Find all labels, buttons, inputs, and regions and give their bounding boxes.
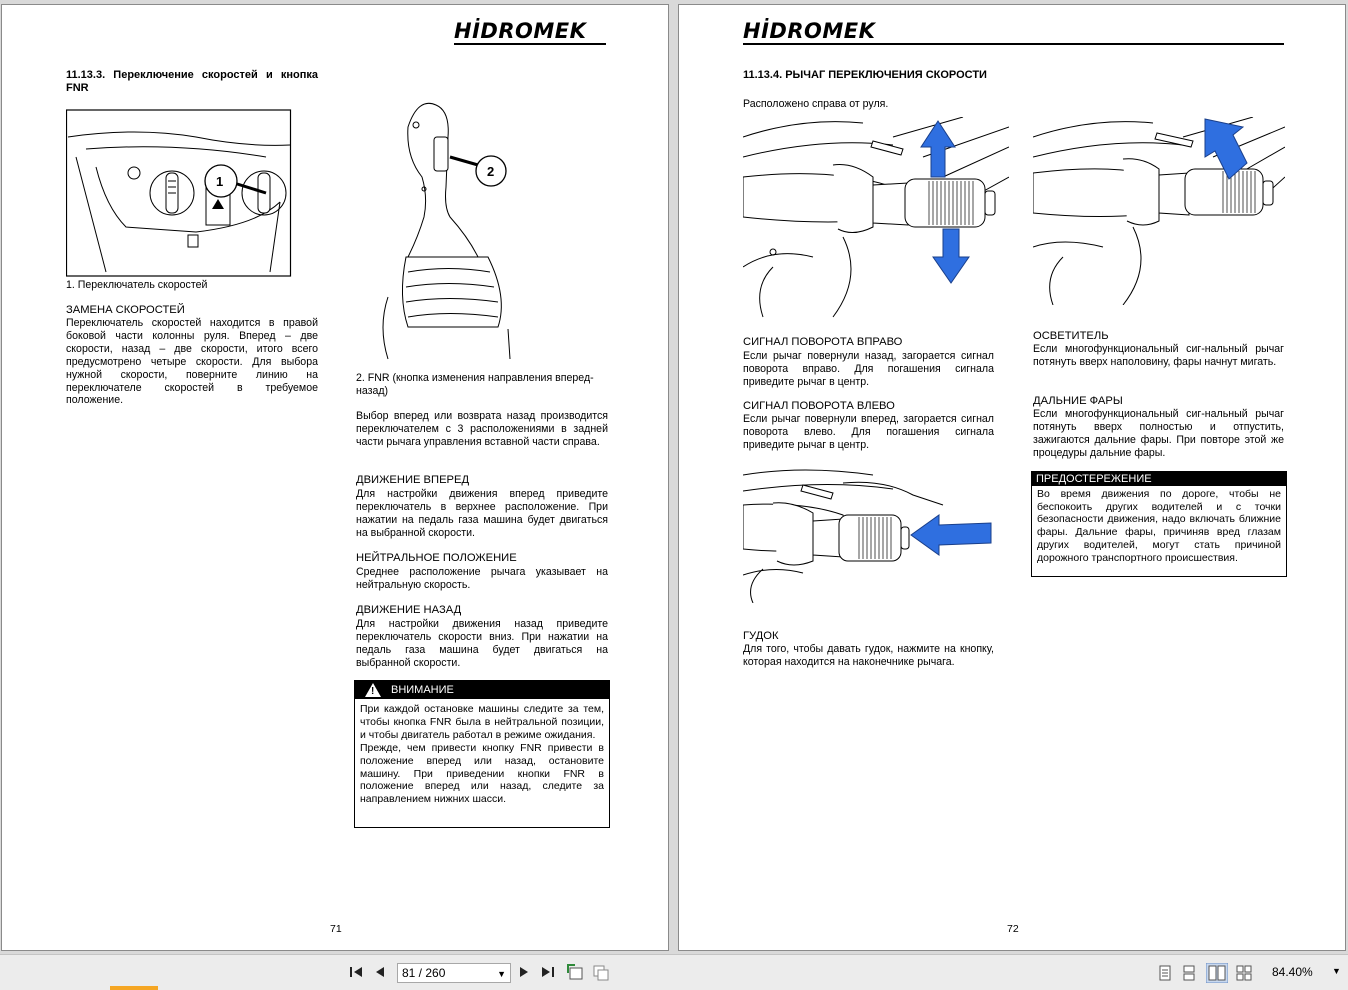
neutral-heading: НЕЙТРАЛЬНОЕ ПОЛОЖЕНИЕ (356, 552, 517, 564)
page-number: 71 (330, 923, 342, 935)
continuous-icon[interactable] (1182, 965, 1196, 981)
flasher-heading: ОСВЕТИТЕЛЬ (1033, 330, 1109, 342)
flasher-text: Если многофункциональный сиг-нальный рычаг потянуть вверх наполовину, фары начнут мигать. (1033, 343, 1284, 368)
reverse-text: Для настройки движения назад приведите переключатель скорости вниз. При нажатии на педаль газа машина будет двигаться на выбранной скорости. (356, 618, 608, 669)
warning-paragraph-2: Прежде, чем привести кнопку FNR привести в положение вперед или назад, остановите машину. При приведении кнопки FNR в положение вперед или назад, следите за направлением нижних шасси. (360, 741, 604, 806)
chevron-down-icon[interactable]: ▼ (497, 969, 506, 979)
warning-triangle-icon: ! (365, 683, 381, 697)
prev-page-icon[interactable] (374, 965, 386, 979)
turn-left-heading: СИГНАЛ ПОВОРОТА ВЛЕВО (743, 400, 895, 412)
horn-heading: ГУДОК (743, 630, 779, 642)
caution-title: ПРЕДОСТЕРЕЖЕНИЕ (1036, 472, 1152, 485)
first-page-icon[interactable] (349, 965, 363, 979)
horn-text: Для того, чтобы давать гудок, нажмите на кнопку, которая находится на наконечнике рычага. (743, 643, 994, 668)
next-page-icon[interactable] (518, 965, 530, 979)
single-page-icon[interactable] (1158, 965, 1172, 981)
arrow-down-icon (933, 229, 969, 283)
figure-2-caption: 2. FNR (кнопка изменения направления вперед-назад) (356, 372, 594, 397)
neutral-text: Среднее расположение рычага указывает на нейтральную скорость. (356, 566, 608, 591)
location-text: Расположено справа от руля. (743, 98, 889, 110)
arrow-up-icon (921, 121, 955, 177)
high-beam-heading: ДАЛЬНИЕ ФАРЫ (1033, 395, 1123, 407)
horn-figure (743, 465, 995, 603)
select-text: Выбор вперед или возврата назад производится переключателем с 3 расположениями в задней части рычага управления вставной части справа. (356, 410, 608, 448)
viewer-toolbar (0, 954, 1348, 990)
turn-left-text: Если рычаг повернули вперед, загорается сигнал поворота влево. Для погашения сигнала приведите рычаг в центр. (743, 413, 994, 451)
section-title: 11.13.4. РЫЧАГ ПЕРЕКЛЮЧЕНИЯ СКОРОСТИ (743, 69, 987, 81)
document-page-72 (678, 4, 1346, 951)
warning-header (355, 681, 609, 699)
forward-heading: ДВИЖЕНИЕ ВПЕРЕД (356, 474, 470, 486)
brand-logo: HİDROMEK (743, 19, 876, 43)
two-page-continuous-icon[interactable] (1236, 965, 1252, 981)
joystick-figure (378, 97, 518, 361)
lever-pull-figure (1033, 117, 1285, 305)
document-page-71 (1, 4, 669, 951)
reverse-heading: ДВИЖЕНИЕ НАЗАД (356, 604, 462, 616)
callout-2: 2 (487, 164, 495, 179)
speed-switch-figure (66, 107, 292, 277)
high-beam-text: Если многофункциональный сиг-нальный рычаг потянуть вверх полностью и отпустить, зажигаются дальние фары. При повторе этой же процедуры дальние фары. (1033, 408, 1284, 459)
arrow-left-icon (911, 515, 991, 555)
page-indicator: 81 / 260 (402, 966, 446, 980)
header-rule (454, 43, 606, 45)
fit-page-icon[interactable] (566, 963, 584, 981)
warning-body (355, 699, 609, 810)
turn-right-text: Если рычаг повернули назад, загорается сигнал поворота вправо. Для погашения сигнала приведите рычаг в центр. (743, 350, 994, 388)
zoom-level[interactable]: 84.40% (1272, 965, 1313, 979)
two-page-icon[interactable] (1206, 963, 1228, 983)
page-number: 72 (1007, 923, 1019, 935)
warning-box (354, 680, 610, 828)
section-title: 11.13.3. Переключение скоростей и кнопка FNR (66, 69, 318, 94)
brand-logo: HİDROMEK (454, 19, 587, 43)
warning-paragraph-1: При каждой остановке машины следите за тем, чтобы кнопка FNR была в нейтральной позиции, и чтобы двигатель работал в режиме ожидания. (360, 703, 604, 741)
forward-text: Для настройки движения вперед приведите переключатель в верхнее расположение. При нажатии на педаль газа машина будет двигаться на выбранной скорости. (356, 488, 608, 539)
header-rule (743, 43, 1284, 45)
fit-width-icon[interactable] (592, 963, 610, 981)
callout-1: 1 (216, 174, 224, 189)
taskbar-indicator (110, 986, 158, 990)
page-number-field[interactable] (397, 963, 511, 983)
change-speeds-heading: ЗАМЕНА СКОРОСТЕЙ (66, 304, 185, 316)
warning-title: ВНИМАНИЕ (391, 684, 454, 696)
zoom-dropdown-icon[interactable]: ▼ (1332, 966, 1341, 976)
caution-header (1032, 472, 1286, 486)
caution-box (1031, 471, 1287, 577)
figure-1-caption: 1. Переключатель скоростей (66, 279, 208, 291)
lever-turn-figure (743, 117, 1009, 323)
last-page-icon[interactable] (541, 965, 555, 979)
change-speeds-text: Переключатель скоростей находится в правой боковой части колонны руля. Вперед – две скорости, назад – две скорости, итого всего предусмотрено четыре скорости. Для выбора нужной скорости, поверните линию на переключателе скоростей в требуемое положение. (66, 317, 318, 407)
turn-right-heading: СИГНАЛ ПОВОРОТА ВПРАВО (743, 336, 903, 348)
caution-text: Во время движения по дороге, чтобы не беспокоить других водителей и с точки безопасности движения, надо включать ближние фары. Дальние фары, причиняв вред глазам других водителей, могут стать причиной дорожного транспортного происшествия. (1037, 488, 1281, 564)
